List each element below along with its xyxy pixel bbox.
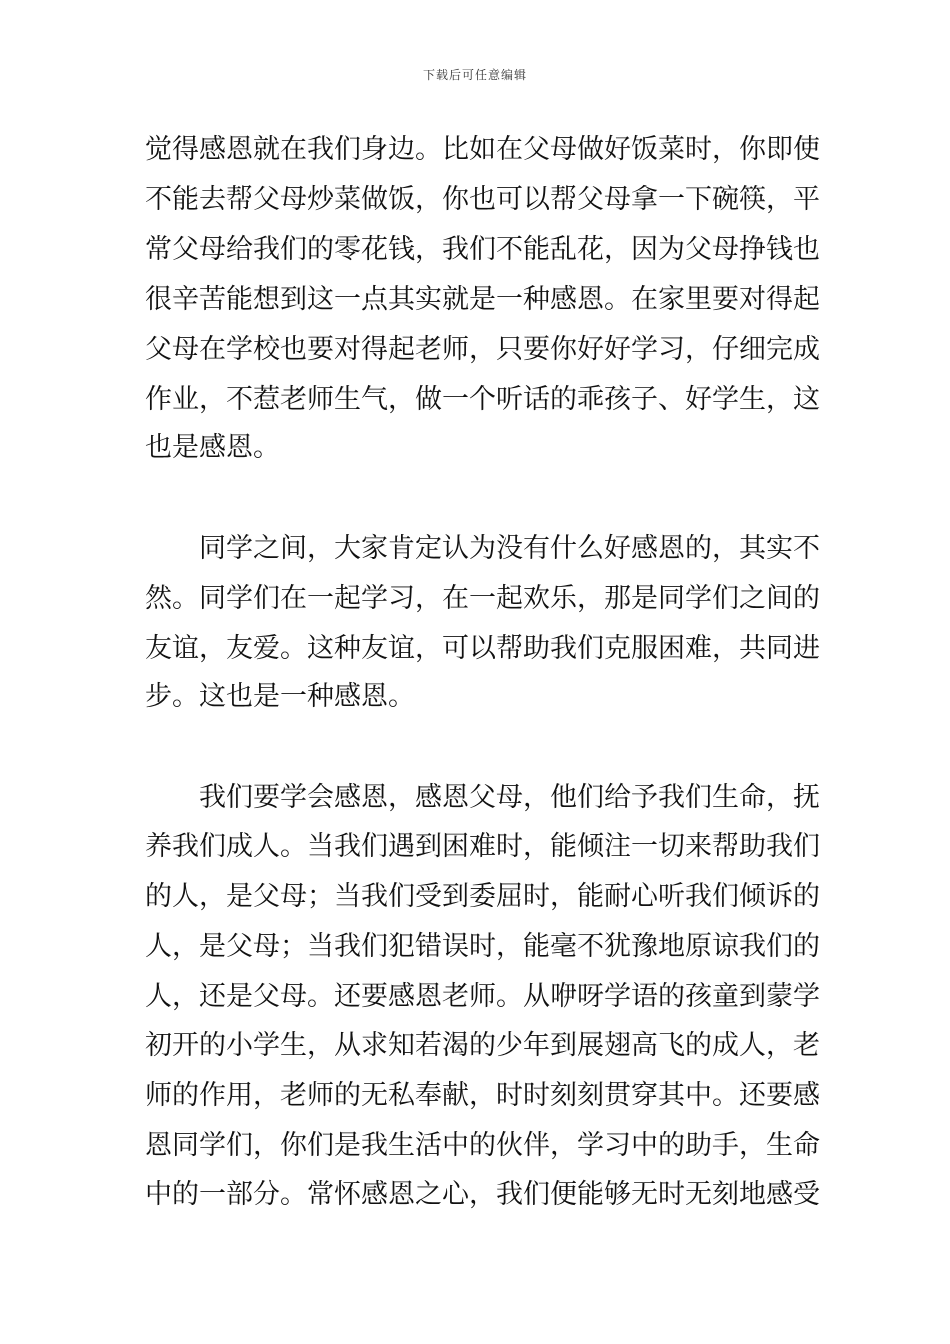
text-line: 同学之间，大家肯定认为没有什么好感恩的，其实不	[199, 533, 820, 564]
text-line: 步。这也是一种感恩。	[145, 681, 415, 712]
text-line: 初开的小学生，从求知若渴的少年到展翅高飞的成人，老	[145, 1030, 820, 1061]
text-line: 然。同学们在一起学习，在一起欢乐，那是同学们之间的	[145, 583, 820, 614]
text-line: 养我们成人。当我们遇到困难时，能倾注一切来帮助我们	[145, 831, 820, 862]
text-line: 作业，不惹老师生气，做一个听话的乖孩子、好学生，这	[145, 384, 820, 415]
text-line: 恩同学们，你们是我生活中的伙伴，学习中的助手，生命	[145, 1130, 820, 1161]
page-header: 下载后可任意编辑	[422, 68, 527, 82]
text-line: 很辛苦能想到这一点其实就是一种感恩。在家里要对得起	[145, 284, 820, 315]
text-line: 常父母给我们的零花钱，我们不能乱花，因为父母挣钱也	[145, 234, 820, 265]
text-line: 父母在学校也要对得起老师，只要你好好学习，仔细完成	[145, 334, 820, 365]
text-line: 师的作用，老师的无私奉献，时时刻刻贯穿其中。还要感	[145, 1080, 820, 1111]
text-line: 不能去帮父母炒菜做饭，你也可以帮父母拿一下碗筷，平	[145, 184, 820, 215]
text-line: 友谊，友爱。这种友谊，可以帮助我们克服困难，共同进	[145, 633, 820, 664]
text-line: 人，还是父母。还要感恩老师。从咿呀学语的孩童到蒙学	[145, 981, 820, 1012]
text-line: 我们要学会感恩，感恩父母，他们给予我们生命，抚	[199, 782, 820, 813]
text-line: 中的一部分。常怀感恩之心，我们便能够无时无刻地感受	[145, 1179, 820, 1210]
text-line: 人，是父母；当我们犯错误时，能毫不犹豫地原谅我们的	[145, 931, 820, 962]
text-line: 的人，是父母；当我们受到委屈时，能耐心听我们倾诉的	[145, 881, 820, 912]
text-line: 觉得感恩就在我们身边。比如在父母做好饭菜时，你即使	[145, 134, 820, 165]
text-line: 也是感恩。	[145, 432, 280, 463]
